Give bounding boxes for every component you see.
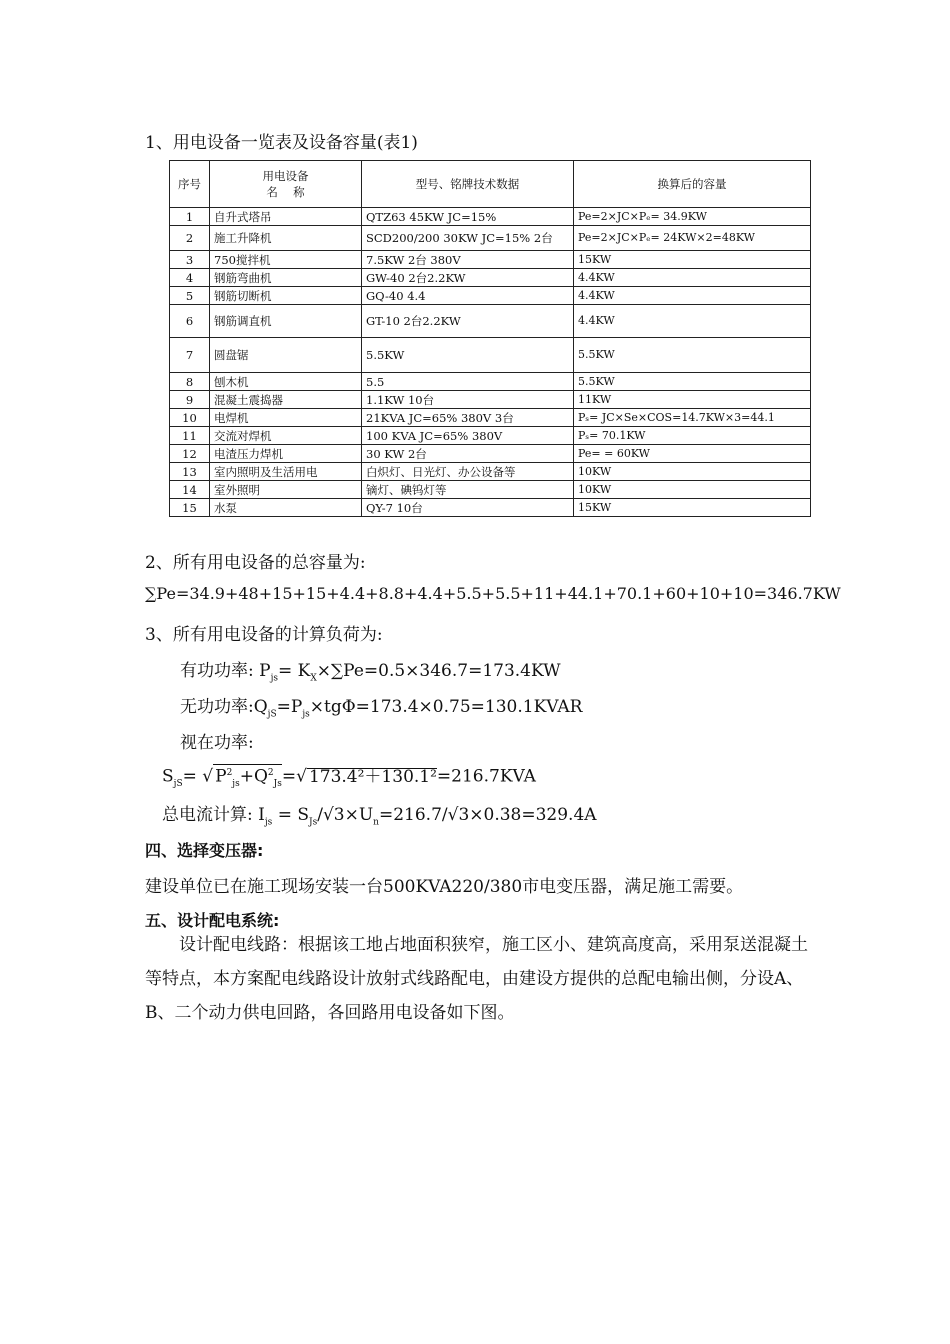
apparent-power-label: 视在功率: (180, 733, 254, 753)
cell-model: 100 KVA JC=65% 380V (362, 427, 574, 445)
table-row (170, 226, 811, 251)
cell-no: 8 (170, 373, 210, 391)
cell-capacity: 5.5KW (574, 338, 811, 373)
cell-capacity: 10KW (574, 481, 811, 499)
cell-name: 刨木机 (210, 373, 362, 391)
cell-no: 13 (170, 463, 210, 481)
cell-no: 2 (170, 226, 210, 251)
apparent-power-formula: $S_{jS}=$ √ $P^2_{js}+Q^2_{Js}=√$ 173.4²＋130.1²=216.7KVA (162, 764, 536, 793)
cell-no: 9 (170, 391, 210, 409)
cell-name: 自升式塔吊 (210, 208, 362, 226)
table-row (170, 305, 811, 338)
cell-capacity: Pₛ= JC×Se×COS=14.7KW×3=44.1 (574, 409, 811, 427)
cell-capacity: 4.4KW (574, 269, 811, 287)
cell-model: QTZ63 45KW JC=15% (362, 208, 574, 226)
cell-no: 6 (170, 305, 210, 338)
cell-model: 1.1KW 10台 (362, 391, 574, 409)
header-capacity: 换算后的容量 (574, 161, 811, 208)
table-row (170, 269, 811, 287)
cell-capacity: Pe=2×JC×Pₑ= 34.9KW (574, 208, 811, 226)
cell-model: 21KVA JC=65% 380V 3台 (362, 409, 574, 427)
cell-name: 电焊机 (210, 409, 362, 427)
table-row (170, 287, 811, 305)
cell-name: 750搅拌机 (210, 251, 362, 269)
cell-capacity: 11KW (574, 391, 811, 409)
section5-text: 设计配电线路：根据该工地占地面积狭窄，施工区小、建筑高度高，采用泵送混凝土等特点，本方案配电线路设计放射式线路配电，由建设方提供的总配电输出侧，分设A、B、二个动力供电回路，各回路用电设备如下图。 (145, 935, 808, 1023)
section3-title: 3、所有用电设备的计算负荷为: (145, 625, 383, 645)
cell-no: 12 (170, 445, 210, 463)
cell-capacity: Pₛ= 70.1KW (574, 427, 811, 445)
cell-name: 电渣压力焊机 (210, 445, 362, 463)
cell-model: 镝灯、碘钨灯等 (362, 481, 574, 499)
table-row (170, 338, 811, 373)
active-power-line: 有功功率: $P_{js}= K_X\times\sum Pe=0.5\times 346.7=173.4KW$ (180, 661, 561, 684)
table-row (170, 409, 811, 427)
reactive-power-line: 无功功率$:Q_{jS}=P_{js}\times tg\Phi=173.4\times 0.75=130.1KVAR$ (180, 697, 583, 720)
cell-name: 水泵 (210, 499, 362, 517)
cell-no: 4 (170, 269, 210, 287)
cell-name: 交流对焊机 (210, 427, 362, 445)
table-row (170, 463, 811, 481)
cell-name: 混凝土震捣器 (210, 391, 362, 409)
cell-no: 10 (170, 409, 210, 427)
cell-model: 5.5KW (362, 338, 574, 373)
cell-model: GT-10 2台2.2KW (362, 305, 574, 338)
table-row (170, 373, 811, 391)
cell-capacity: Pe= = 60KW (574, 445, 811, 463)
equipment-table (169, 160, 811, 517)
cell-no: 1 (170, 208, 210, 226)
cell-name: 钢筋调直机 (210, 305, 362, 338)
table-row (170, 391, 811, 409)
table-row (170, 481, 811, 499)
table-row (170, 208, 811, 226)
section4-title: 四、选择变压器: (145, 841, 264, 860)
cell-no: 14 (170, 481, 210, 499)
cell-name: 室内照明及生活用电 (210, 463, 362, 481)
cell-no: 15 (170, 499, 210, 517)
cell-capacity: 15KW (574, 499, 811, 517)
cell-no: 7 (170, 338, 210, 373)
cell-capacity: 4.4KW (574, 305, 811, 338)
cell-model: GW-40 2台2.2KW (362, 269, 574, 287)
cell-model: 7.5KW 2台 380V (362, 251, 574, 269)
header-name: 用电设备 名 称 (210, 161, 362, 208)
sum-formula: ∑Pe=34.9+48+15+15+4.4+8.8+4.4+5.5+5.5+11+44.1+70.1+60+10+10=346.7KW (145, 584, 841, 603)
table-row (170, 251, 811, 269)
cell-model: QY-7 10台 (362, 499, 574, 517)
section2-title: 2、所有用电设备的总容量为: (145, 553, 366, 573)
cell-capacity: 4.4KW (574, 287, 811, 305)
section4-text: 建设单位已在施工现场安装一台500KVA220/380市电变压器，满足施工需要。 (145, 877, 744, 897)
table-header-row (170, 161, 811, 208)
cell-no: 3 (170, 251, 210, 269)
table-row (170, 445, 811, 463)
cell-capacity: 5.5KW (574, 373, 811, 391)
section1-title: 1、用电设备一览表及设备容量(表1) (145, 133, 418, 153)
cell-name: 施工升降机 (210, 226, 362, 251)
cell-no: 5 (170, 287, 210, 305)
cell-model: 30 KW 2台 (362, 445, 574, 463)
cell-model: 白炽灯、日光灯、办公设备等 (362, 463, 574, 481)
table-row (170, 499, 811, 517)
cell-name: 圆盘锯 (210, 338, 362, 373)
cell-capacity: 15KW (574, 251, 811, 269)
cell-model: GQ-40 4.4 (362, 287, 574, 305)
cell-model: SCD200/200 30KW JC=15% 2台 (362, 226, 574, 251)
cell-name: 钢筋弯曲机 (210, 269, 362, 287)
cell-model: 5.5 (362, 373, 574, 391)
table-row (170, 427, 811, 445)
cell-no: 11 (170, 427, 210, 445)
cell-capacity: Pe=2×JC×Pₑ= 24KW×2=48KW (574, 226, 811, 251)
header-seq: 序号 (170, 161, 210, 208)
cell-name: 钢筋切断机 (210, 287, 362, 305)
cell-name: 室外照明 (210, 481, 362, 499)
current-formula: 总电流计算: $I_{js} = S_{Js}/√3\times U_n=216.7/√3\times 0.38=329.4A$ (162, 805, 597, 828)
section5-title: 五、设计配电系统: (145, 911, 280, 930)
header-model: 型号、铭牌技术数据 (362, 161, 574, 208)
cell-capacity: 10KW (574, 463, 811, 481)
